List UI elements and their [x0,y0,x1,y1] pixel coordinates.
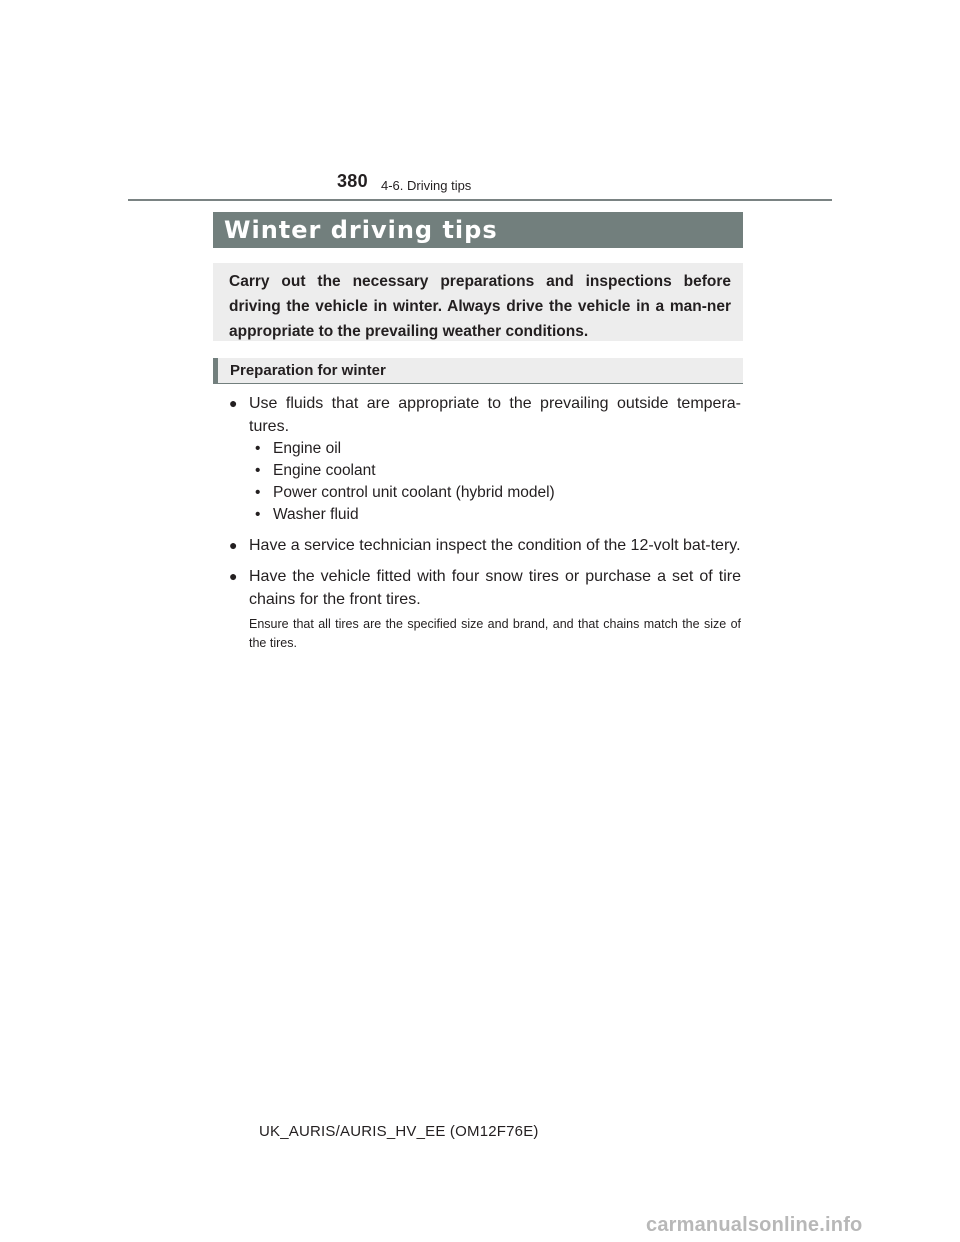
page-number: 380 [337,171,368,191]
header-divider [128,199,832,201]
fluid-list [249,438,741,526]
bullet-item-fluids [229,392,741,526]
content-body [229,392,741,653]
dot-icon: • [255,506,261,523]
list-item: • Washer fluid [249,504,741,526]
dot-icon: • [255,440,261,457]
watermark: carmanualsonline.info [646,1214,863,1236]
section-reference: 4-6. Driving tips [381,178,472,193]
page-title: Winter driving tips [213,212,743,248]
bullet-icon: ● [229,537,238,553]
list-item: • Engine coolant [249,460,741,482]
list-item: • Power control unit coolant (hybrid model) [249,482,741,504]
bullet-text: Use fluids that are appropriate to the prevailing outside tempera-tures. [249,395,741,435]
bullet-text: Have a service technician inspect the condition of the 12-volt bat-tery. [249,537,741,554]
dot-icon: • [255,462,261,479]
section-subheading: Preparation for winter [213,358,743,384]
bullet-icon: ● [229,395,238,411]
bullet-item-tires [229,565,741,611]
bullet-text: Have the vehicle fitted with four snow tires or purchase a set of tire chains for the front tires. [249,568,741,608]
list-item: • Engine oil [249,438,741,460]
tire-note: Ensure that all tires are the specified size and brand, and that chains match the size of the tires. [249,617,741,650]
intro-box: Carry out the necessary preparations and inspections before driving the vehicle in winter. Always drive the vehicle in a man-ner appropriate to the prevailing weather conditions. [213,263,743,341]
bullet-icon: ● [229,568,238,584]
bullet-item-battery [229,534,741,557]
dot-icon: • [255,484,261,501]
footer-model-code: UK_AURIS/AURIS_HV_EE (OM12F76E) [259,1123,539,1140]
